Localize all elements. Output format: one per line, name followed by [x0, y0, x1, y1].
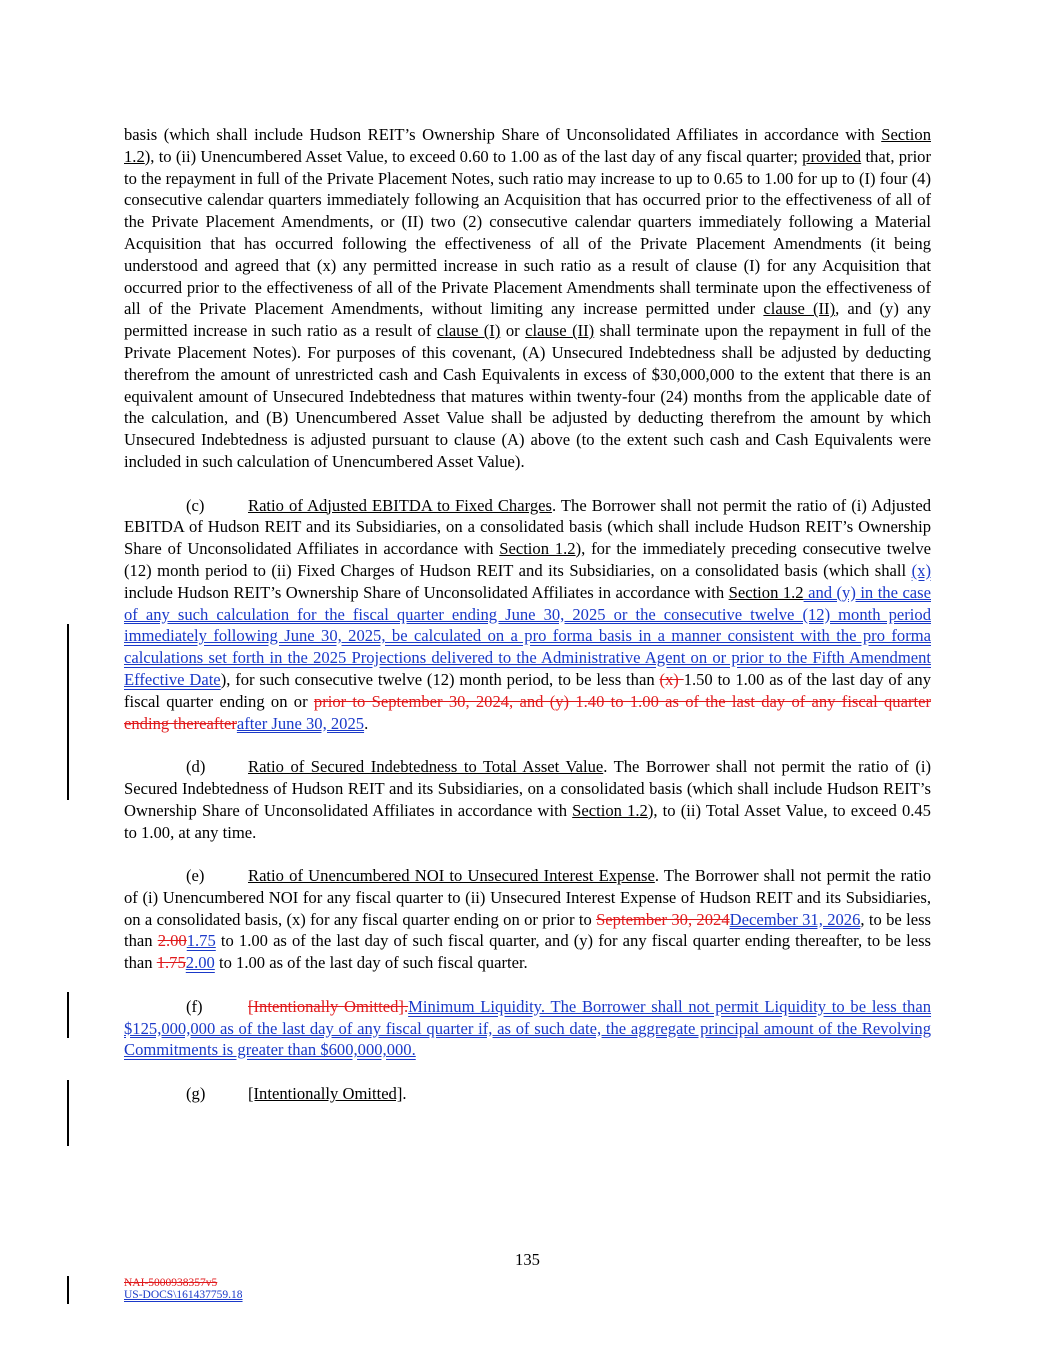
underlined-text: Ratio of Adjusted EBITDA to Fixed Charges [248, 495, 552, 515]
deleted-text: September 30, 2024 [596, 909, 730, 929]
paragraph-e [124, 865, 931, 974]
text: basis (which shall include Hudson REIT’s Ownership Share of Unconsolidated Affiliates in accordance with [124, 125, 882, 144]
deleted-text: 2.00 [157, 931, 187, 951]
underlined-text: clause (I) [436, 321, 501, 341]
text: ), to (ii) Total Asset Value, to exceed 0.45 to 1.00, at any time. [124, 800, 931, 842]
text: include Hudson REIT’s Ownership Share of Unconsolidated Affiliates in accordance with [124, 582, 729, 602]
paragraph-c-label: (c) [186, 495, 205, 515]
deleted-text: (x) [659, 669, 684, 689]
paragraph-g-label: (g) [186, 1084, 206, 1104]
paragraph-f [124, 996, 931, 1061]
inserted-text: Minimum Liquidity. The Borrower shall not permit Liquidity to be less than $125,000,000 as of the last day of any fiscal quarter if, as of such date, the aggregate principal amount of the Revolving Commitments is greater than $600,000,000. [124, 996, 932, 1060]
text: 1.50 to 1.00 as of the last day of any fiscal quarter ending on or [124, 669, 932, 711]
inserted-text: December 31, 2026 [729, 909, 861, 929]
underlined-text: Section 1.2 [728, 582, 804, 602]
inserted-text: after June 30, 2025 [236, 713, 365, 733]
text: . [364, 713, 369, 733]
paragraph-c [124, 495, 931, 735]
document-body [124, 124, 931, 1127]
paragraph-g [124, 1083, 931, 1105]
underlined-text: Ratio of Unencumbered NOI to Unsecured Interest Expense [248, 866, 655, 886]
underlined-text: provided [802, 146, 862, 166]
change-bar-c [67, 624, 69, 800]
paragraph-b-continued [124, 124, 931, 473]
underlined-text: clause (II) [763, 299, 836, 319]
paragraph-c-text [124, 496, 931, 733]
text: . The Borrower shall not permit the ratio of (i) Secured Indebtedness of Hudson REIT and its Subsidiaries, on a consolidated basis (which shall include Hudson REIT’s Ownership Share of Unconsolidated Affiliates in accordance with [124, 757, 931, 820]
paragraph-e-label: (e) [186, 866, 205, 886]
text: shall terminate upon the repayment in full of the Private Placement Notes). For purposes of this covenant, (A) Unsecured Indebtedness shall be adjusted by deducting therefrom the amount of unrestricted cash and Cash Equivalents in excess of $30,000,000 to the extent that there is an equivalent amount of Unsecured Indebtedness that matures within twenty-four (24) months from the applicable date of the calculation, and (B) Unencumbered Asset Value shall be adjusted by deducting therefrom the amount by which Unsecured Indebtedness is adjusted pursuant to clause (A) above (to the extent such cash and Cash Equivalents were included in such calculation of Unencumbered Asset Value). [124, 321, 932, 471]
underlined-text: Section 1.2 [499, 539, 576, 559]
text: ), for such consecutive twelve (12) month period, to be less than [220, 669, 660, 689]
underlined-text: [Intentionally Omitted] [248, 1084, 403, 1104]
document-id [124, 1278, 243, 1301]
paragraph-f-label: (f) [186, 996, 203, 1016]
document-id-inserted: US-DOCS\161437759.18 [124, 1288, 243, 1301]
text: that, prior to the repayment in full of the Private Placement Notes, such ratio may increase to up to 0.65 to 1.00 for up to (I) four (4) consecutive calendar quarters immediately following an Acquisition that has occurred prior to the effectiveness of all of the Private Placement Amendments, or (II) two (2) consecutive calendar quarters immediately following a Material Acquisition that has occurred following the effectiveness of all of the Private Placement Amendments (it being understood and agreed that (x) any permitted increase in such ratio as a result of clause (I) for any Acquisition that occurred prior to the effectiveness of all of the Private Placement Amendments shall terminate upon the effectiveness of all of the Private Placement Amendments, without limiting any increase permitted under [124, 146, 932, 319]
deleted-text: 1.75 [156, 953, 186, 973]
underlined-text: Ratio of Secured Indebtedness to Total Asset Value [248, 757, 604, 777]
underlined-text: Section 1.2 [572, 800, 648, 820]
text: . The Borrower shall not permit the ratio of (i) Adjusted EBITDA of Hudson REIT and its Subsidiaries, on a consolidated basis (which shall include Hudson REIT’s Ownership Share of Unconsolidated Affiliates in accordance with [124, 495, 931, 559]
underlined-text: Section 1.2 [124, 125, 931, 166]
text: or [500, 321, 526, 341]
text: , and (y) any permitted increase in such ratio as a result of [124, 299, 932, 341]
change-bar-f [67, 1080, 69, 1146]
page-number: 135 [515, 1250, 540, 1269]
paragraph-d-label: (d) [186, 757, 206, 777]
text: . The Borrower shall not permit the ratio of (i) Unencumbered NOI for any fiscal quarter to (ii) Unsecured Interest Expense of Hudson REIT and its Subsidiaries, on a consolidated basis, (x) for any fiscal quarter ending on or prior to [124, 866, 931, 929]
inserted-text: 2.00 [185, 953, 215, 973]
inserted-text: (x) [911, 560, 931, 580]
document-id-deleted: NAI-5000938357v5 [124, 1277, 218, 1289]
text: , to be less than [124, 909, 931, 951]
change-bar-footer [67, 1276, 69, 1304]
text: to 1.00 as of the last day of such fiscal quarter, and (y) for any fiscal quarter ending thereafter, to be less than [124, 931, 931, 973]
text: ), for the immediately preceding consecutive twelve (12) month period to (ii) Fixed Charges of Hudson REIT and its Subsidiaries, on a consolidated basis (which shall [124, 539, 931, 580]
deleted-text: [Intentionally Omitted]. [248, 996, 409, 1016]
paragraph-g-text [248, 1084, 407, 1103]
deleted-text: prior to September 30, 2024, and (y) 1.40 to 1.00 as of the last day of any fiscal quarter ending thereafter [124, 691, 931, 733]
text: ), to (ii) Unencumbered Asset Value, to exceed 0.60 to 1.00 as of the last day of any fiscal quarter; [144, 146, 803, 166]
inserted-text: 1.75 [186, 931, 216, 951]
text: . [402, 1084, 407, 1104]
paragraph-d [124, 756, 931, 843]
underlined-text: clause (II) [525, 321, 595, 341]
text: to 1.00 as of the last day of such fiscal quarter. [214, 953, 528, 973]
inserted-text: and (y) in the case of any such calculation for the fiscal quarter ending June 30, 2025 or the consecutive twelve (12) month period immediately following June 30, 2025, be calculated on a pro forma basis in a manner consistent with the pro forma calculations set forth in the 2025 Projections delivered to the Administrative Agent on or prior to the Fifth Amendment Effective Date [124, 582, 931, 689]
change-bar-e [67, 992, 69, 1038]
